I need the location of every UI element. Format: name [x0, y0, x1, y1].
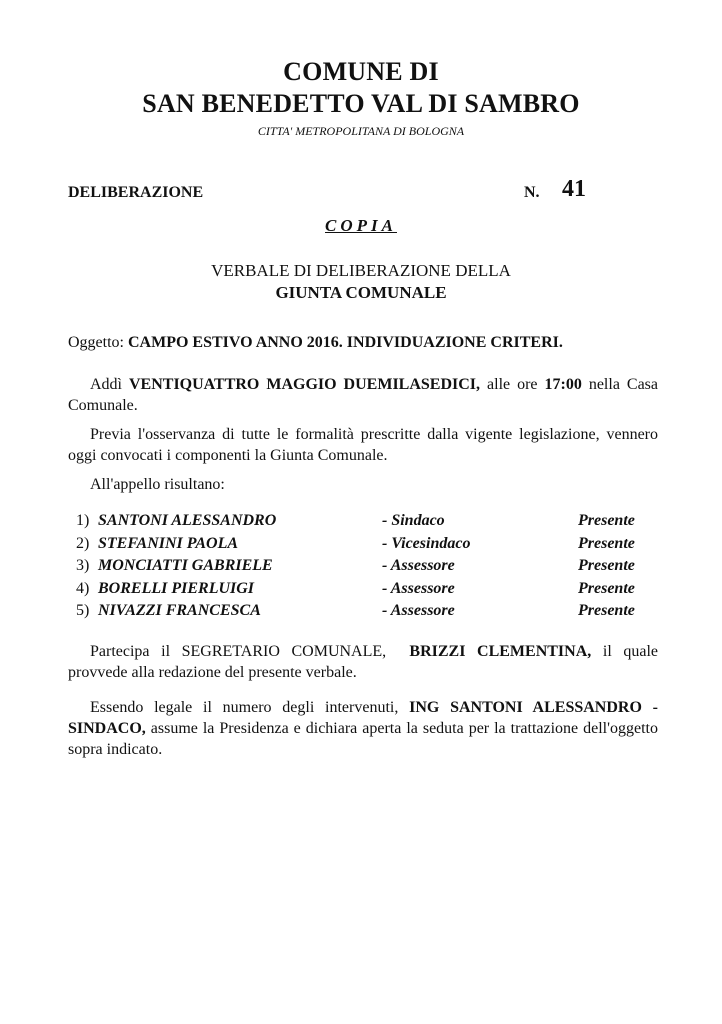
paragraph-segretario — [68, 641, 658, 683]
document-subtitle: CITTA' METROPOLITANA DI BOLOGNA — [257, 124, 465, 138]
para1-mid: alle ore — [487, 376, 538, 393]
deliberazione-n-label: N. — [524, 184, 540, 201]
document-title-line1: COMUNE DI — [283, 57, 439, 86]
para5-suffix: assume la Presidenza e dichiara aperta la seduta per la trattazione dell'oggetto sopra indicato. — [68, 720, 659, 758]
member-status: Presente — [578, 602, 635, 619]
member-status: Presente — [578, 557, 635, 574]
deliberazione-label: DELIBERAZIONE — [68, 184, 204, 201]
member-number: 2) — [76, 534, 90, 552]
member-role: - Vicesindaco — [382, 534, 471, 552]
paragraph-appello: All'appello risultano: — [90, 476, 225, 493]
copia-heading — [0, 216, 722, 236]
member-number: 3) — [76, 557, 90, 574]
members-list — [68, 510, 658, 623]
member-row — [68, 555, 658, 578]
member-row — [68, 510, 658, 533]
para1-time: 17:00 — [544, 376, 582, 393]
member-name: MONCIATTI GABRIELE — [98, 557, 273, 574]
document-title-line2: SAN BENEDETTO VAL DI SAMBRO — [142, 89, 580, 118]
member-name: NIVAZZI FRANCESCA — [98, 602, 261, 619]
member-status: Presente — [578, 579, 635, 597]
member-row — [68, 578, 658, 601]
member-number: 4) — [76, 579, 90, 597]
member-role: - Assessore — [382, 557, 455, 574]
member-number: 5) — [76, 602, 90, 619]
member-row — [68, 533, 658, 556]
para4-prefix: Partecipa il SEGRETARIO COMUNALE, — [90, 643, 387, 660]
para1-prefix: Addì — [90, 376, 122, 393]
paragraph-presidenza — [68, 697, 658, 760]
para5-prefix: Essendo legale il numero degli intervenuti, — [90, 699, 399, 716]
para1-date: VENTIQUATTRO MAGGIO DUEMILASEDICI, — [128, 376, 481, 393]
verbale-line2: GIUNTA COMUNALE — [275, 283, 447, 302]
member-status: Presente — [578, 534, 635, 552]
member-name: SANTONI ALESSANDRO — [98, 512, 277, 529]
paragraph-date — [68, 374, 658, 416]
para4-name: BRIZZI CLEMENTINA, — [409, 643, 592, 660]
member-role: - Assessore — [382, 602, 455, 619]
para5-name: ING SANTONI ALESSANDRO - SINDACO, — [68, 699, 658, 737]
deliberazione-number: 41 — [562, 176, 586, 202]
member-status: Presente — [578, 512, 635, 529]
verbale-line1: VERBALE DI DELIBERAZIONE DELLA — [211, 261, 511, 280]
oggetto-text: CAMPO ESTIVO ANNO 2016. INDIVIDUAZIONE CRITERI. — [128, 334, 563, 351]
oggetto-label: Oggetto: — [68, 334, 124, 351]
paragraph-convocation: Previa l'osservanza di tutte le formalità prescritte dalla vigente legislazione, vennero oggi convocati i componenti la Giunta Comunale. — [68, 426, 658, 464]
para4-suffix: il quale provvede alla redazione del presente verbale. — [68, 643, 659, 681]
member-name: BORELLI PIERLUIGI — [98, 579, 255, 597]
oggetto-line — [68, 332, 658, 353]
member-number: 1) — [76, 512, 90, 529]
member-name: STEFANINI PAOLA — [98, 534, 239, 552]
member-role: - Assessore — [382, 579, 455, 597]
member-role: - Sindaco — [382, 512, 445, 529]
copia-text: COPIA — [325, 216, 397, 235]
member-row — [68, 600, 658, 623]
para1-suffix: nella Casa Comunale. — [68, 376, 659, 414]
verbale-heading — [0, 260, 722, 304]
